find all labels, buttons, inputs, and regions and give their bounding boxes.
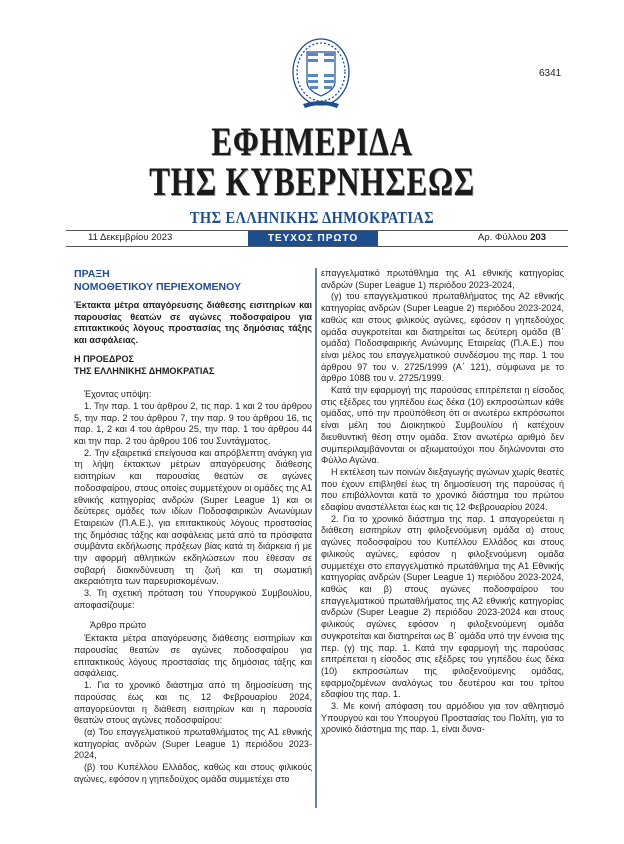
issue-date: 11 Δεκεμβρίου 2023	[88, 232, 173, 243]
president-line1: Η ΠΡΟΕΔΡΟΣ	[74, 353, 134, 364]
left-column	[74, 268, 312, 785]
article-para-1: 1. Για το χρονικό διάστημα από τη δημοσίευση της παρούσας έως και τις 12 Φεβρουαρίου 2024, απαγορεύονται η διάθεση εισιτηρίων και η παρουσία θεατών στους αγώνες ποδοσφαίρου:	[74, 680, 312, 726]
article-item-b: (β) του Κυπέλλου Ελλάδος, καθώς και στους φιλικούς αγώνες, εφόσον η γηπεδούχος ομάδα συμμετέχει στο	[74, 762, 312, 784]
issue-label: ΤΕΥΧΟΣ ΠΡΩΤΟ	[248, 231, 378, 246]
recital-3: 3. Τη σχετική πρόταση του Υπουργικού Συμβουλίου, αποφασίζουμε:	[74, 588, 312, 610]
continuation-text: επαγγελματικό πρωτάθλημα της Α1 εθνικής κατηγορίας ανδρών (Super League 1) περιόδου 2023-2024,	[321, 268, 564, 290]
sheet-number	[478, 232, 546, 243]
recital-2: 2. Την εξαιρετικά επείγουσα και απρόβλεπτη ανάγκη για τη λήψη έκτακτων μέτρων απαγόρευσης διάθεσης εισιτηρίων και παρουσίας θεατών σε αγώνες ποδοσφαίρου, στους οποίες συμμετέχουν οι ομάδες της Α1 εθνικής κατηγορίας ανδρών (Super League 1) και οι δεύτερες ομάδες των ιδίων Ποδοσφαιρικών Ανωνύμων Εταιρειών (Π.Α.Ε.), για επιτακτικούς λόγους προστασίας της δημόσιας τάξης και ασφάλειας μετά από τα πρόσφατα συμβάντα εκδήλωσης πράξεων βίας κατά τη διάρκεια ή με την αφορμή αθλητικών εκδηλώσεων που έθεσαν σε σοβαρή διακινδύνευση τη ζωή και τη σωματική ακεραιότητα των παρευρισκομένων.	[74, 447, 312, 587]
recital-1: 1. Την παρ. 1 του άρθρου 2, τις παρ. 1 και 2 του άρθρου 5, την παρ. 2 του άρθρου 7, την παρ. 9 του άρθρου 16, τις παρ. 1, 2 και 4 του άρθρου 25, την παρ. 1 του άρθρου 44 και την παρ. 2 του άρθρου 106 του Συντάγματος.	[74, 400, 312, 447]
article-title: Άρθρο πρώτο	[90, 619, 146, 630]
act-subject: Έκτακτα μέτρα απαγόρευσης διάθεσης εισιτηρίων και παρουσίας θεατών σε αγώνες ποδοσφαίρου για επιτακτικούς λόγους προστασίας της δημόσιας τάξης και ασφάλειας.	[74, 300, 312, 346]
act-type-line2: ΝΟΜΟΘΕΤΙΚΟΥ ΠΕΡΙΕΧΟΜΕΝΟΥ	[74, 281, 241, 293]
act-type	[74, 268, 312, 294]
page-number: 6341	[539, 68, 562, 79]
masthead-subtitle: ΤΗΣ ΕΛΛΗΝΙΚΗΣ ΔΗΜΟΚΡΑΤΙΑΣ	[189, 208, 435, 227]
article-para-entry: Κατά την εφαρμογή της παρούσας επιτρέπεται η είσοδος στις εξέδρες του γηπέδου έως δέκα (10) εκπροσώπων κάθε ομάδας, υπό την προϋπόθεση ότι οι ανωτέρω εκπρόσωποι είναι μέλη του Διοικητικού Συμβουλίου ή κατέχουν διευθυντική θέση στην ομάδα. Στον ανωτέρω αριθμό δεν συμπεριλαμβάνονται οι αξιωματούχοι που δηλώνονται στο Φύλλο Αγώνα.	[321, 385, 564, 466]
column-divider	[315, 268, 317, 808]
article-para-2: 2. Για το χρονικό διάστημα της παρ. 1 απαγορεύεται η διάθεση εισιτηρίων στη φιλοξενούμενη ομάδα α) στους αγώνες ποδοσφαίρου του Κυπέλλου Ελλάδος και στους φιλικούς αγώνες, εφόσον η φιλοξενούμενη ομάδα συμμετέχει στο επαγγελματικό πρωτάθλημα της Α1 Εθνικής κατηγορίας ανδρών (Super League 1) περιόδου 2023-2024, καθώς και β) στους αγώνες ποδοσφαίρου του επαγγελματικού πρωταθλήματος της Α2 εθνικής κατηγορίας ανδρών (Super League 2) περιόδου 2023-2024 και στους φιλικούς αγώνες εφόσον η φιλοξενούμενη ομάδα συγκροτείται και διατηρείται ως Β΄ ομάδα υπό την έννοια της περ. (γ) της παρ. 1. Κατά την εφαρμογή της παρούσας επιτρέπεται η είσοδος στις εξέδρες του γηπέδου έως δέκα (10) εκπροσώπων της φιλοξενούμενης ομάδας, εφαρμοζομένων αναλόγως του δευτέρου και του τρίτου εδαφίου της παρ. 1.	[321, 513, 564, 700]
sheet-label: Αρ. Φύλλου	[477, 232, 531, 243]
masthead-title-line1: ΕΦΗΜΕΡΙΔΑ	[211, 119, 413, 164]
article-heading: Έκτακτα μέτρα απαγόρευσης διάθεσης εισιτηρίων και παρουσίας θεατών σε αγώνες ποδοσφαίρου για επιτακτικούς λόγους προστασίας της δημόσιας τάξης και ασφάλειας.	[74, 633, 312, 679]
having-regard: Έχοντας υπόψη:	[84, 389, 152, 400]
masthead-title-line2: ΤΗΣ ΚΥΒΕΡΝΗΣΕΩΣ	[149, 159, 475, 204]
sheet-number-value: 203	[530, 232, 546, 243]
article-para-suspension: Η εκτέλεση των ποινών διεξαγωγής αγώνων χωρίς θεατές που έχουν επιβληθεί έως τη δημοσίευση της παρούσας ή που επιβάλλονται κατά το χρονικό διάστημα του πρώτου εδαφίου αναστέλλεται έως και τις 12 Φεβρουαρίου 2024.	[321, 466, 564, 513]
president-heading	[74, 354, 312, 377]
article-item-a: (α) Του επαγγελματικού πρωταθλήματος της Α1 εθνικής κατηγορίας ανδρών (Super League 1) περιόδου 2023-2024,	[74, 726, 312, 761]
issue-bar	[66, 230, 568, 247]
article-item-c: (γ) του επαγγελματικού πρωταθλήματος της Α2 εθνικής κατηγορίας ανδρών (Super League 2) περιόδου 2023-2024, καθώς και στους φιλικούς αγώνες, εφόσον η γηπεδούχος ομάδα συγκροτείται και διατηρείται ως δεύτερη ομάδα (Β΄ ομάδα) Ποδοσφαιρικής Ανώνυμης Εταιρείας (Π.Α.Ε.) που είναι μέλος του επαγγελματικού συνδέσμου της παρ. 1 του άρθρου 97 του ν. 2725/1999 (Α΄ 121), σύμφωνα με το άρθρο 108Β του ν. 2725/1999.	[321, 291, 564, 384]
greek-coat-of-arms-icon	[289, 36, 353, 114]
president-line2: ΤΗΣ ΕΛΛΗΝΙΚΗΣ ΔΗΜΟΚΡΑΤΙΑΣ	[74, 365, 215, 376]
act-type-line1: ΠΡΑΞΗ	[74, 268, 110, 280]
article-para-3: 3. Με κοινή απόφαση του αρμόδιου για τον αθλητισμό Υπουργού και του Υπουργού Προστασίας του Πολίτη, για το χρονικό διάστημα της παρ. 1, είναι δυνα-	[321, 701, 564, 735]
right-column	[321, 268, 564, 736]
